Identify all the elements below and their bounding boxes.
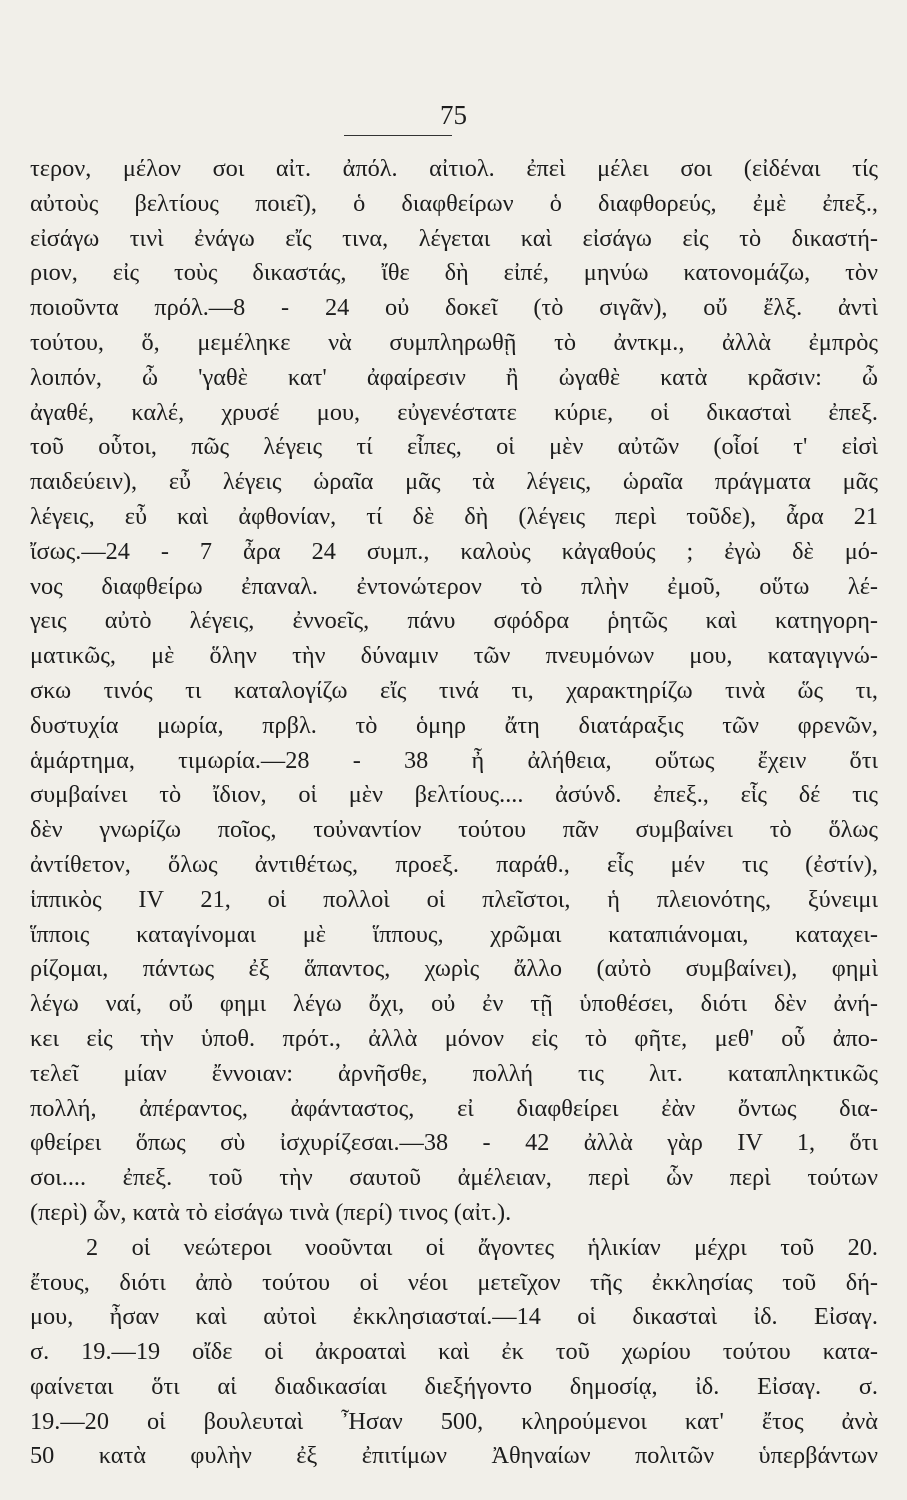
text-line: ἔτους, διότι ἀπὸ τούτου οἱ νέοι μετεῖχον τῆς ἐκκλησίας τοῦ δή-: [30, 1268, 878, 1296]
page-number: 75: [440, 100, 467, 130]
text-line: 50 κατὰ φυλὴν ἐξ ἐπιτίμων Ἀθηναίων πολιτῶν ὑπερβάντων: [30, 1442, 878, 1470]
text-line: ριον, εἰς τοὺς δικαστάς, ἴθε δὴ εἰπέ, μηνύω κατονομάζω, τὸν: [30, 259, 878, 287]
text-line: εἰσάγω τινὶ ἐνάγω εἴς τινα, λέγεται καὶ εἰσάγω εἰς τὸ δικαστή-: [30, 224, 878, 252]
text-line: τελεῖ μίαν ἔννοιαν: ἀρνῆσθε, πολλή τις λιτ. καταπληκτικῶς: [30, 1059, 878, 1087]
text-line: νος διαφθείρω ἐπαναλ. ἐντονώτερον τὸ πλὴν ἐμοῦ, οὕτω λέ-: [30, 572, 878, 600]
text-line: ματικῶς, μὲ ὅλην τὴν δύναμιν τῶν πνευμόνων μου, καταγιγνώ-: [30, 642, 878, 670]
text-line: ἴσως.—24 - 7 ἆρα 24 συμπ., καλοὺς κἀγαθούς ; ἐγὼ δὲ μό-: [30, 537, 878, 565]
text-line: πολλή, ἀπέραντος, ἀφάνταστος, εἰ διαφθείρει ἐὰν ὄντως δια-: [30, 1094, 878, 1122]
text-line: τοῦ οὗτοι, πῶς λέγεις τί εἶπες, οἱ μὲν αὐτῶν (οἷοί τ' εἰσὶ: [30, 433, 878, 461]
text-line: τερον, μέλον σοι αἰτ. ἀπόλ. αἰτιολ. ἐπεὶ μέλει σοι (εἰδέναι τίς: [30, 155, 878, 182]
text-line: παιδεύειν), εὖ λέγεις ὡραῖα μᾶς τὰ λέγεις, ὡραῖα πράγματα μᾶς: [30, 468, 878, 496]
text-line: γεις αὐτὸ λέγεις, ἐννοεῖς, πάνυ σφόδρα ῥητῶς καὶ κατηγορη-: [30, 607, 878, 635]
text-line: τούτου, ὅ, μεμέληκε νὰ συμπληρωθῇ τὸ ἀντκμ., ἀλλὰ ἐμπρὸς: [30, 328, 878, 356]
text-line: φθείρει ὅπως σὺ ἰσχυρίζεσαι.—38 - 42 ἀλλὰ γὰρ IV 1, ὅτι: [30, 1129, 878, 1157]
page-number-rule: [344, 135, 452, 136]
text-line: σκω τινός τι καταλογίζω εἴς τινά τι, χαρακτηρίζω τινὰ ὥς τι,: [30, 676, 878, 704]
text-line: σ. 19.—19 οἴδε οἱ ἀκροαταὶ καὶ ἐκ τοῦ χωρίου τούτου κατα-: [30, 1338, 878, 1366]
text-line: λοιπόν, ὦ 'γαθὲ κατ' ἀφαίρεσιν ἢ ὠγαθὲ κατὰ κρᾶσιν: ὦ: [30, 363, 878, 391]
text-line: σοι.... ἐπεξ. τοῦ τὴν σαυτοῦ ἀμέλειαν, περὶ ὧν περὶ τούτων: [30, 1164, 878, 1192]
text-line: λέγω ναί, οὔ φημι λέγω ὄχι, οὐ ἐν τῇ ὑποθέσει, διότι δὲν ἀνή-: [30, 990, 878, 1018]
text-line: 19.—20 οἱ βουλευταὶ Ἦσαν 500, κληρούμενοι κατ' ἔτος ἀνὰ: [30, 1407, 878, 1435]
text-line: δὲν γνωρίζω ποῖος, τοὐναντίον τούτου πᾶν συμβαίνει τὸ ὅλως: [30, 816, 878, 844]
text-line: αὐτοὺς βελτίους ποιεῖ), ὁ διαφθείρων ὁ διαφθορεύς, ἐμὲ ἐπεξ.,: [30, 189, 878, 217]
text-line: φαίνεται ὅτι αἱ διαδικασίαι διεξήγοντο δημοσίᾳ, ἰδ. Εἰσαγ. σ.: [30, 1372, 878, 1400]
commentary-text: [30, 152, 878, 1474]
text-line: ρίζομαι, πάντως ἐξ ἅπαντος, χωρὶς ἄλλο (αὐτὸ συμβαίνει), φημὶ: [30, 955, 878, 983]
text-line: ἁμάρτημα, τιμωρία.—28 - 38 ἦ ἀλήθεια, οὕτως ἔχειν ὅτι: [30, 746, 878, 774]
text-line: ἀγαθέ, καλέ, χρυσέ μου, εὐγενέστατε κύριε, οἱ δικασταὶ ἐπεξ.: [30, 398, 878, 426]
text-line: ἱππικὸς IV 21, οἱ πολλοὶ οἱ πλεῖστοι, ἡ πλειονότης, ξύνειμι: [30, 885, 878, 913]
text-line: δυστυχία μωρία, πρβλ. τὸ ὁμηρ ἄτη διατάραξις τῶν φρενῶν,: [30, 711, 878, 739]
text-line: κει εἰς τὴν ὑποθ. πρότ., ἀλλὰ μόνον εἰς τὸ φῆτε, μεθ' οὗ ἀπο-: [30, 1024, 878, 1052]
text-line: συμβαίνει τὸ ἴδιον, οἱ μὲν βελτίους.... ἀσύνδ. ἐπεξ., εἷς δέ τις: [30, 781, 878, 809]
text-line: ἀντίθετον, ὅλως ἀντιθέτως, προεξ. παράθ., εἷς μέν τις (ἐστίν),: [30, 850, 878, 878]
text-line: 2 οἱ νεώτεροι νοοῦνται οἱ ἄγοντες ἡλικίαν μέχρι τοῦ 20.: [86, 1233, 878, 1261]
text-line: λέγεις, εὖ καὶ ἀφθονίαν, τί δὲ δὴ (λέγεις περὶ τοῦδε), ἆρα 21: [30, 502, 878, 530]
text-line: μου, ἦσαν καὶ αὐτοὶ ἐκκλησιασταί.—14 οἱ δικασταὶ ἰδ. Εἰσαγ.: [30, 1303, 878, 1331]
text-line: ἵπποις καταγίνομαι μὲ ἵππους, χρῶμαι καταπιάνομαι, καταχει-: [30, 920, 878, 948]
text-line: ποιοῦντα πρόλ.—8 - 24 οὐ δοκεῖ (τὸ σιγᾶν), οὔ ἔλξ. ἀντὶ: [30, 294, 878, 322]
text-line: (περὶ) ὧν, κατὰ τὸ εἰσάγω τινὰ (περί) τινος (αἰτ.).: [30, 1198, 512, 1226]
